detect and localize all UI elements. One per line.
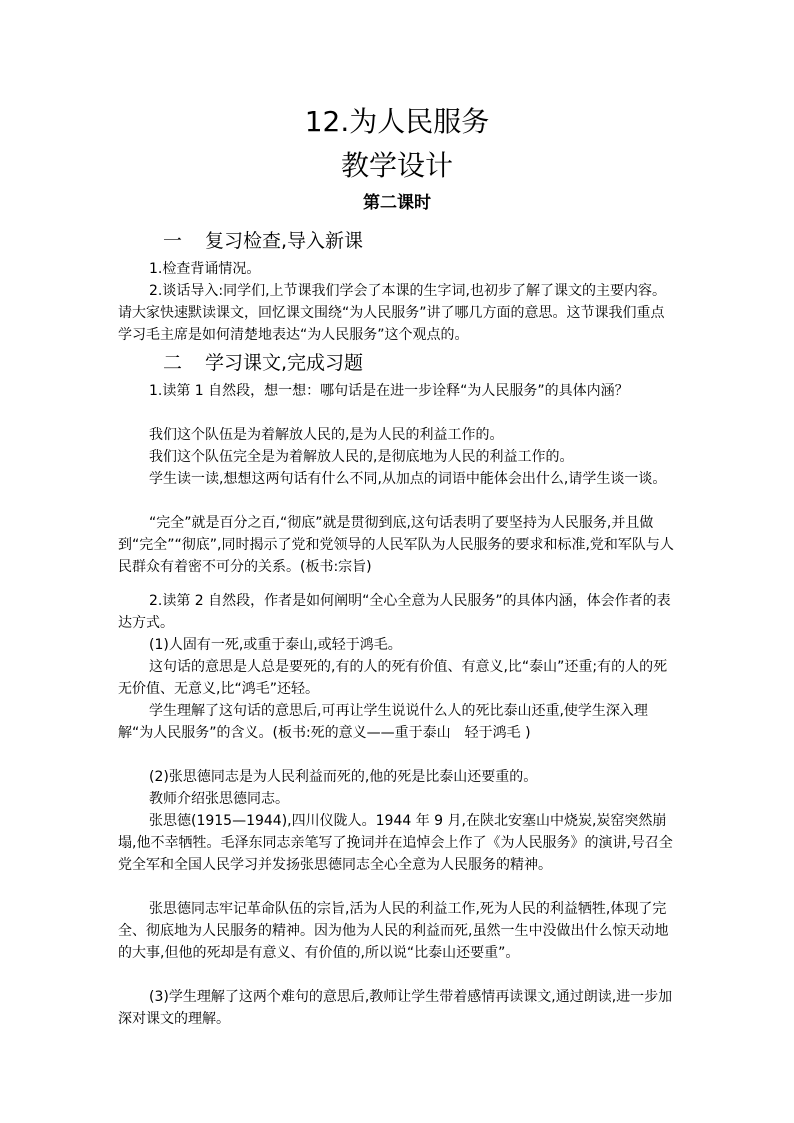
section-2-paragraph-2: 我们这个队伍是为着解放人民的,是为人民的利益工作的。 (149, 427, 504, 443)
section-2-number: 二 (163, 352, 183, 374)
document-title: 12.为人民服务 (304, 105, 490, 138)
section-2-paragraph-6: 2.读第 2 自然段，作者是如何阐明“全心全意为人民服务”的具体内涵，体会作者的表达方式。 (118, 593, 671, 631)
section-2-paragraph-4: 学生读一读,想想这两句话有什么不同,从加点的词语中能体会出什么,请学生谈一谈。 (149, 471, 667, 487)
section-2-paragraph-1: 1.读第 1 自然段，想一想：哪句话是在进一步诠释“为人民服务”的具体内涵？ (149, 383, 629, 399)
section-2-paragraph-8: 这句话的意思是人总是要死的,有的人的死有价值、有意义,比“泰山”还重;有的人的死无价值、无意义,比“鸿毛”还轻。 (118, 659, 668, 697)
section-2-heading: 学习课文,完成习题 (205, 352, 364, 374)
section-1-paragraph-1: 1.检查背诵情况。 (149, 261, 261, 277)
section-2-paragraph-11: 教师介绍张思德同志。 (149, 791, 289, 807)
section-2-paragraph-10: (2)张思德同志是为人民利益而死的,他的死是比泰山还要重的。 (149, 769, 538, 785)
section-2-paragraph-14: (3)学生理解了这两个难句的意思后,教师让学生带着感情再读课文,通过朗读,进一步加深对课文的理解。 (118, 989, 673, 1027)
section-2-paragraph-5: “完全”就是百分之百,“彻底”就是贯彻到底,这句话表明了要坚持为人民服务,并且做到“完全”“彻底”,同时揭示了党和党领导的人民军队为人民服务的要求和标准,党和军队与人民群众有着密不可分的关系。(板书:宗旨) (118, 515, 674, 575)
document-subtitle: 教学设计 (340, 149, 453, 182)
section-1-number: 一 (163, 230, 183, 252)
lesson-label: 第二课时 (363, 193, 431, 213)
section-2-paragraph-12: 张思德(1915—1944),四川仪陇人。1944 年 9 月,在陕北安塞山中烧炭,炭窑突然崩塌,他不幸牺牲。毛泽东同志亲笔写了挽词并在追悼会上作了《为人民服务》的演讲,号召全党全军和全国人民学习并发扬张思德同志全心全意为人民服务的精神。 (118, 813, 673, 873)
section-2-paragraph-3: 我们这个队伍完全是为着解放人民的,是彻底地为人民的利益工作的。 (149, 449, 574, 465)
section-2-paragraph-13: 张思德同志牢记革命队伍的宗旨,活为人民的利益工作,死为人民的利益牺牲,体现了完全、彻底地为人民服务的精神。因为他为人民的利益而死,虽然一生中没做出什么惊天动地的大事,但他的死却是有意义、有价值的,所以说“比泰山还要重”。 (118, 901, 669, 961)
section-2-paragraph-7: (1)人固有一死,或重于泰山,或轻于鸿毛。 (149, 637, 402, 653)
section-1-paragraph-2: 2.谈话导入:同学们,上节课我们学会了本课的生字词,也初步了解了课文的主要内容。请大家快速默读课文，回忆课文围绕“为人民服务”讲了哪几方面的意思。这节课我们重点学习毛主席是如何清楚地表达“为人民服务”这个观点的。 (118, 283, 666, 343)
section-2-paragraph-9: 学生理解了这句话的意思后,可再让学生说说什么人的死比泰山还重,使学生深入理解“为人民服务”的含义。(板书:死的意义——重于泰山 轻于鸿毛 ) (118, 703, 648, 741)
section-1-heading: 复习检查,导入新课 (205, 230, 364, 252)
